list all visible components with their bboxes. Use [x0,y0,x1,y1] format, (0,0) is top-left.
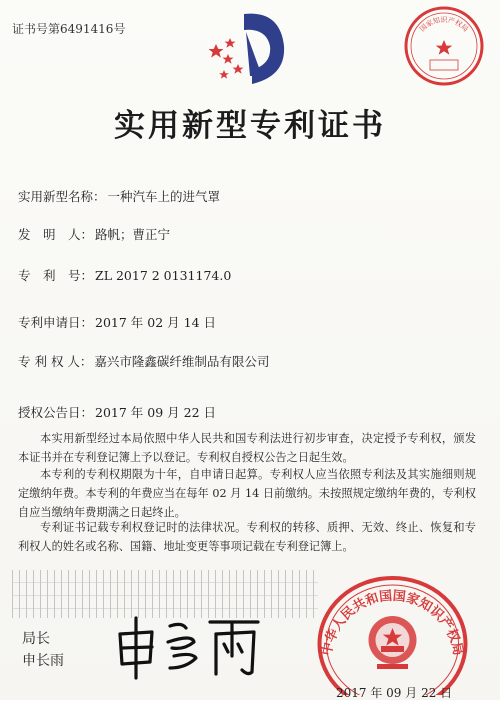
field-patentee [18,352,269,370]
director-title: 局长 [22,631,50,647]
field-value: 2017 年 02 月 14 日 [95,315,217,330]
field-value: 2017 年 09 月 22 日 [95,405,217,420]
field-label: 专利申请日： [18,315,94,330]
field-value: 一种汽车上的进气罩 [107,189,221,204]
seal-bottom-state-ip-office [315,570,470,695]
body-paragraph: 专利证书记载专利权登记时的法律状况。专利权的转移、质押、无效、终止、恢复和专利权人的姓名或名称、国籍、地址变更等事项记载在专利登记簿上。 [18,521,476,553]
seal-bottom-text: 中华人民共和国国家知识产权局 [319,588,466,657]
issue-date: 2017 年 09 月 22 日 [336,686,453,700]
field-label: 发 明 人： [18,227,94,242]
field-label: 授权公告日： [18,405,94,420]
body-paragraph: 本专利的专利权期限为十年，自申请日起算。专利权人应当依照专利法及其实施细则规定缴纳年费。本专利的年费应当在每年 02 月 14 日前缴纳。未按照规定缴纳年费的，专利权自应当缴纳年费期满之日起终止。 [18,468,476,519]
field-utility-model-name [18,187,220,205]
field-label: 实用新型名称： [18,189,106,204]
certificate-number: 证书号第6491416号 [12,22,126,36]
field-grant-date [18,403,216,421]
patent-office-emblem-icon [206,6,298,94]
field-application-date [18,313,216,331]
security-pattern [12,570,318,618]
field-label: 专 利 号： [18,268,94,283]
director-signature [112,612,262,682]
document-title: 实用新型专利证书 [114,108,386,144]
field-inventor [18,225,170,243]
field-value: ZL 2017 2 0131174.0 [95,268,232,283]
seal-top-text: 国家知识产权局 [418,16,470,34]
field-label: 专 利 权 人： [18,354,93,369]
field-value: 嘉兴市隆鑫碳纤维制品有限公司 [94,354,270,369]
seal-top-right [402,4,486,88]
director-name: 申长雨 [22,653,64,669]
field-value: 路帆；曹正宁 [95,227,171,242]
national-emblem-icon [369,616,417,669]
body-paragraph: 本实用新型经过本局依照中华人民共和国专利法进行初步审查，决定授予专利权，颁发本证书并在专利登记簿上予以登记。专利权自授权公告之日起生效。 [18,432,476,464]
svg-text:国家知识产权局 [418,15,470,33]
field-patent-number [18,266,231,284]
